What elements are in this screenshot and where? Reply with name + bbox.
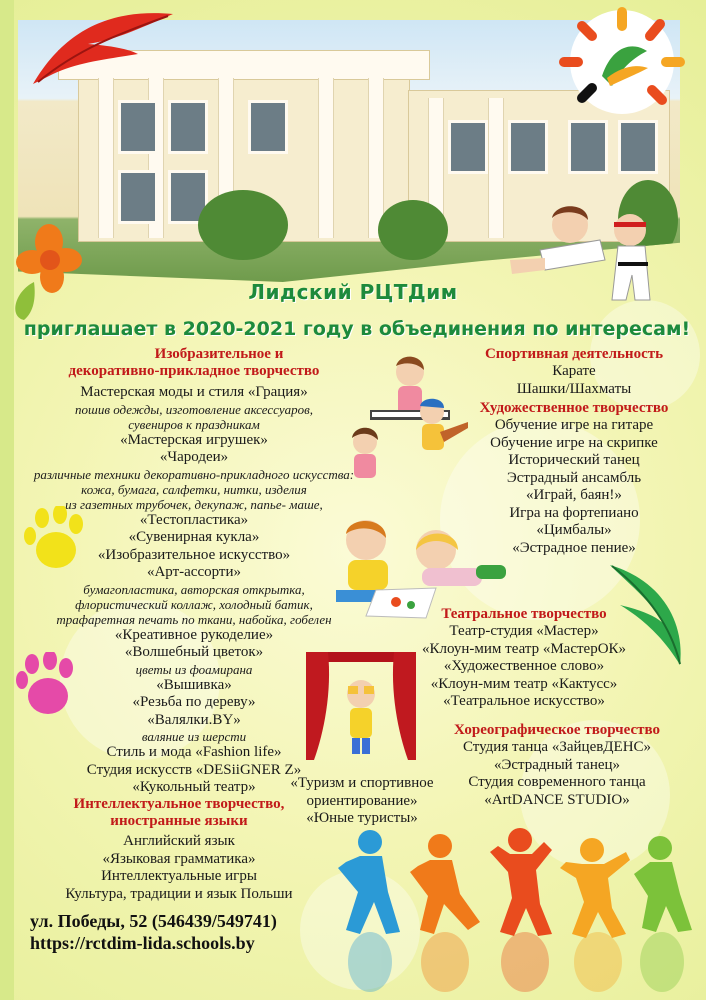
window: [618, 120, 658, 174]
list-item: Обучение игре на гитаре: [494, 417, 654, 433]
list-item: «Театральное искусство»: [443, 693, 605, 709]
list-item: Карате: [552, 363, 596, 379]
invitation-title: приглашает в 2020-2021 году в объединения по интересам!: [23, 318, 691, 340]
window: [168, 100, 208, 154]
list-item: «Изобразительное искусство»: [97, 546, 291, 563]
section-heading: Интеллектуальное творчество,: [73, 796, 285, 812]
list-item: Шашки/Шахматы: [516, 380, 632, 397]
list-item: Интеллектуальные игры: [101, 868, 257, 884]
yellow-paw-icon: [22, 506, 92, 576]
column: [368, 78, 384, 238]
address: ул. Победы, 52 (546439/549741): [30, 911, 277, 931]
list-item: Студия современного танца: [468, 774, 646, 790]
column: [318, 78, 334, 238]
list-item: Студия танца «ЗайцевДЕНС»: [462, 739, 652, 755]
list-item: «Эстрадный танец»: [493, 756, 621, 773]
list-item: «Играй, баян!»: [526, 487, 622, 503]
list-item: «Сувенирная кукла»: [128, 529, 260, 545]
section-heading: Хореографическое творчество: [453, 722, 660, 738]
list-item: сувениров к праздникам: [128, 416, 260, 432]
dancing-children-silhouettes-icon: [330, 822, 700, 997]
list-item: «Туризм и спортивное: [290, 775, 434, 791]
choreo-section: [422, 722, 692, 809]
list-item: «Валялки.BY»: [147, 711, 241, 728]
list-item: «Вышивка»: [156, 676, 232, 693]
list-item: «Резьба по дереву»: [132, 694, 256, 710]
theatre-curtain-illustration: [306, 652, 416, 762]
list-item: флористический коллаж, холодный батик,: [75, 596, 313, 612]
list-item: «Креативное рукоделие»: [114, 626, 274, 643]
window: [568, 120, 608, 174]
list-item: «Арт-ассорти»: [146, 564, 242, 580]
drawing-kids-illustration: [326, 510, 516, 620]
list-item: Театр-студия «Мастер»: [449, 623, 599, 639]
list-item: «Мастерская игрушек»: [120, 431, 268, 448]
list-item: «Кукольный театр»: [132, 779, 256, 795]
tourism-section: [282, 775, 442, 828]
list-item: валяние из шерсти: [141, 729, 247, 744]
list-item: Мастерская моды и стиля «Грация»: [80, 384, 308, 400]
list-item: кожа, бумага, салфетки, нитки, изделия: [81, 481, 307, 497]
orange-flower-icon: [4, 222, 84, 322]
contact-footer: [30, 910, 277, 954]
list-item: трафаретная печать по ткани, набойка, гобелен: [56, 611, 332, 627]
music-kids-illustration: [340, 352, 470, 492]
list-item: Игра на фортепиано: [509, 504, 639, 521]
window: [118, 100, 158, 154]
section-heading: иностранные языки: [110, 813, 248, 829]
list-item: «Тестопластика»: [139, 511, 249, 528]
list-item: «Эстрадное пение»: [512, 539, 636, 556]
window: [508, 120, 548, 174]
pink-paw-icon: [14, 652, 84, 722]
list-item: различные техники декоративно-прикладного искусства:: [33, 466, 355, 482]
left-frame-strip: [0, 0, 14, 1000]
section-heading: Художественное творчество: [479, 400, 669, 416]
green-feather-icon: [600, 560, 690, 670]
list-item: Обучение игре на скрипке: [490, 434, 658, 451]
list-item: «Юные туристы»: [306, 810, 418, 826]
list-item: из газетных трубочек, декупаж, папье- маше,: [65, 496, 323, 512]
list-item: «Волшебный цветок»: [124, 644, 264, 660]
list-item: пошив одежды, изготовление аксессуаров,: [75, 401, 313, 417]
list-item: ориентирование»: [306, 792, 418, 809]
section-heading: Театральное творчество: [441, 606, 607, 622]
tree: [378, 200, 448, 260]
list-item: Английский язык: [123, 833, 235, 849]
list-item: «ArtDANCE STUDIO»: [484, 791, 630, 808]
section-heading: декоративно-прикладное творчество: [68, 363, 320, 379]
list-item: Культура, традиции и язык Польши: [65, 885, 293, 902]
list-item: «Цимбалы»: [536, 522, 612, 538]
list-item: «Клоун-мим театр «МастерОК»: [421, 640, 627, 657]
list-item: «Клоун-мим театр «Кактусс»: [430, 675, 618, 692]
list-item: «Языковая грамматика»: [102, 850, 256, 867]
list-item: «Чародеи»: [159, 449, 229, 465]
list-item: Эстрадный ансамбль: [506, 469, 642, 486]
list-item: Исторический танец: [508, 452, 640, 468]
list-item: бумагопластика, авторская открытка,: [83, 581, 305, 597]
red-feather-icon: [28, 4, 178, 94]
window: [248, 100, 288, 154]
section-heading: Изобразительное и: [154, 346, 284, 362]
window: [118, 170, 158, 224]
column: [98, 78, 114, 238]
org-title: Лидский РЦТДим: [248, 280, 458, 304]
website-link[interactable]: https://rctdim-lida.schools.by: [30, 933, 255, 953]
list-item: Студия искусств «DESiiGNER Z»: [86, 761, 302, 778]
list-item: «Художественное слово»: [443, 658, 605, 674]
tree: [198, 190, 288, 260]
section-heading: Спортивная деятельность: [484, 346, 664, 362]
hands-circle-logo-icon: [552, 6, 692, 118]
list-item: Стиль и мода «Fashion life»: [106, 744, 282, 760]
window: [448, 120, 488, 174]
list-item: цветы из фоамирана: [135, 661, 253, 677]
